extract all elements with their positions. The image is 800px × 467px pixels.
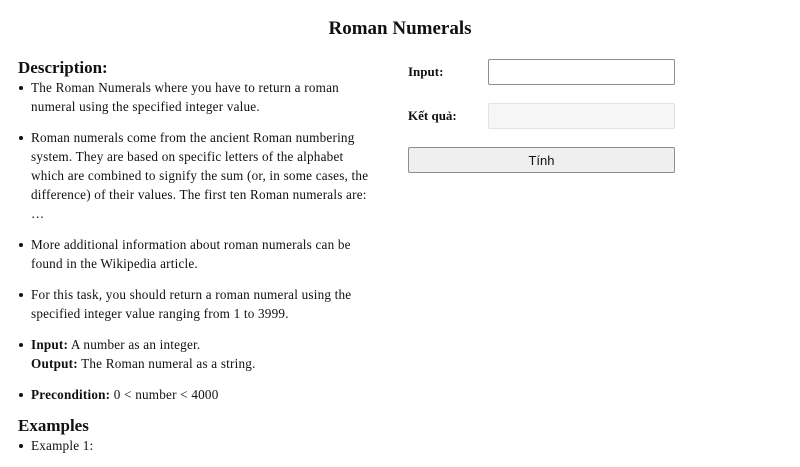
result-row (408, 102, 676, 130)
description-panel (18, 58, 378, 467)
calculate-button[interactable]: Tính (408, 147, 675, 173)
examples-heading: Examples (18, 416, 89, 435)
example-item: Example 1: (31, 436, 378, 455)
description-item: More additional information about roman numerals can be found in the Wikipedia article. (31, 235, 378, 273)
number-input[interactable] (488, 59, 675, 85)
output-spec-label: Output: (31, 356, 78, 371)
page-title: Roman Numerals (328, 18, 472, 39)
description-item: Roman numerals come from the ancient Roman numbering system. They are based on specific letters of the alphabet which are combined to signify the sum (or, in some cases, the difference) of their values. The first ten Roman numerals are: … (31, 128, 378, 223)
input-spec-label: Input: (31, 337, 69, 352)
precondition-label: Precondition: (31, 387, 111, 402)
output-spec-text: The Roman numeral as a string. (81, 356, 256, 371)
description-item: The Roman Numerals where you have to return a roman numeral using the specified integer value. (31, 78, 378, 116)
io-item (31, 335, 378, 373)
input-label: Input: (408, 64, 444, 79)
description-heading: Description: (18, 58, 108, 77)
description-item: For this task, you should return a roman numeral using the specified integer value ranging from 1 to 3999. (31, 285, 378, 323)
input-row (408, 58, 676, 86)
examples-list (18, 436, 378, 455)
result-output (488, 103, 675, 129)
precondition-text: 0 < number < 4000 (113, 387, 219, 402)
result-label: Kết quả: (408, 108, 457, 123)
precondition-item (31, 385, 378, 404)
converter-form (408, 58, 676, 168)
input-spec-text: A number as an integer. (70, 337, 201, 352)
description-list (18, 78, 378, 404)
